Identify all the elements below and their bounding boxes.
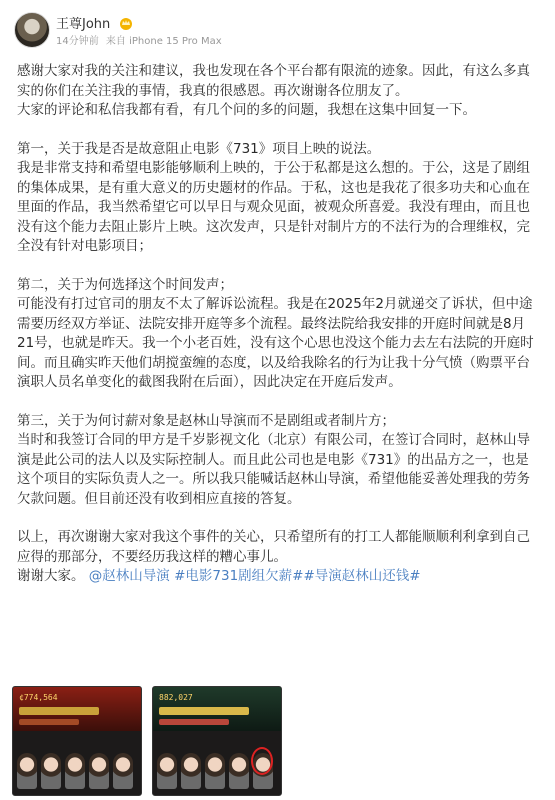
- closing-paragraph: 以上，再次谢谢大家对我这个事件的关心，只希望所有的打工人都能顺顺利利拿到自己应得的那部分，不要经历我这样的糟心事儿。: [17, 529, 530, 565]
- attachment-image-2[interactable]: [152, 686, 282, 796]
- cast-faces-1: [17, 749, 137, 789]
- image-attachments: [12, 686, 432, 796]
- thumb-amount-2: 882,027: [159, 693, 193, 702]
- question-3-title: 第三，关于为何讨薪对象是赵林山导演而不是剧组或者制片方；: [17, 412, 395, 429]
- post-time: 14分钟前: [56, 36, 99, 47]
- question-1-title: 第一，关于我是否是故意阻止电影《731》项目上映的说法。: [17, 140, 381, 157]
- hashtag-links[interactable]: @赵林山导演 #电影731剧组欠薪##导演赵林山还钱#: [88, 568, 421, 584]
- thanks-line: [17, 567, 542, 587]
- avatar[interactable]: [14, 12, 50, 48]
- user-name-row: [56, 13, 134, 32]
- paragraph-intro-2: 大家的评论和私信我都有看，有几个问的多的问题，我想在这集中回复一下。: [17, 102, 476, 118]
- crown-badge-icon: [118, 16, 134, 30]
- thanks-text: 谢谢大家。: [17, 568, 85, 584]
- highlight-circle: [251, 747, 273, 775]
- question-2-title: 第二，关于为何选择这个时间发声；: [17, 276, 233, 293]
- thumb-amount-1: ¢774,564: [19, 693, 58, 702]
- attachment-image-1[interactable]: [12, 686, 142, 796]
- post-source: 来自 iPhone 15 Pro Max: [105, 36, 222, 47]
- paragraph-intro: 感谢大家对我的关注和建议，我也发现在各个平台都有限流的迹象。因此，有这么多真实的你们在关注我的事情，我真的很感恩。再次谢谢各位朋友了。: [17, 63, 530, 99]
- question-1-body: 我是非常支持和希望电影能够顺利上映的，于公于私都是这么想的。于公，这是了剧组的集体成果，是有重大意义的历史题材的作品。于私，这也是我花了很多功夫和心血在里面的作品，我当然希望它可以早日与观众见面，被观众所喜爱。我没有理由，而且也没有这个能力去阻止影片上映。这次发声，只是针对制片方的不法行为的合理维权，完全没有针对电影项目；: [17, 160, 530, 254]
- user-name[interactable]: 王尊John: [56, 17, 111, 32]
- question-2-body: 可能没有打过官司的朋友不太了解诉讼流程。我是在2025年2月就递交了诉状，但中途需要历经双方举证、法院安排开庭等多个流程。最终法院给我安排的开庭时间就是8月21号，也就是昨天。我一个小老百姓，没有这个心思也没这个能力去左右法院的开庭时间。而且确实昨天他们胡搅蛮缠的态度，以及给我除名的行为让我十分气愤（购票平台演职人员名单变化的截图我附在后面），因此决定在开庭后发声。: [17, 296, 534, 390]
- post-body: [17, 62, 542, 587]
- post-header: [14, 10, 534, 50]
- question-3-body: 当时和我签订合同的甲方是千岁影视文化（北京）有限公司，在签订合同时，赵林山导演是此公司的法人以及实际控制人。而且此公司也是电影《731》的出品方之一，也是这个项目的实际负责人之一。所以我只能喊话赵林山导演，希望他能妥善处理我的劳务欠款问题。但目前还没有收到相应直接的答复。: [17, 432, 530, 507]
- post-meta: [56, 32, 226, 47]
